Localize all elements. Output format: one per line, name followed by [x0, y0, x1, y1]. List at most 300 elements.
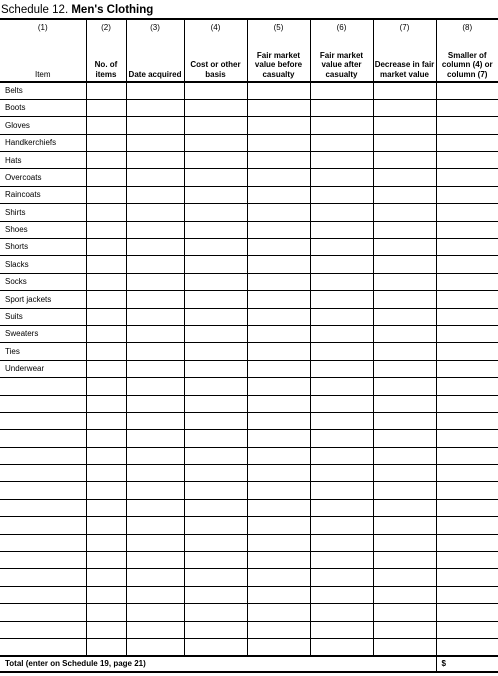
decrease-fmv-field[interactable] — [373, 169, 436, 186]
smaller-of-field[interactable] — [436, 586, 498, 603]
fmv-before-field[interactable] — [247, 482, 310, 499]
fmv-after-field[interactable] — [310, 134, 373, 151]
item-name-cell[interactable]: Ties — [0, 343, 86, 360]
fmv-after-field[interactable] — [310, 221, 373, 238]
decrease-fmv-field[interactable] — [373, 499, 436, 516]
decrease-fmv-field[interactable] — [373, 186, 436, 203]
date-acquired-field[interactable] — [126, 325, 184, 342]
fmv-after-field[interactable] — [310, 639, 373, 657]
smaller-of-field[interactable] — [436, 186, 498, 203]
decrease-fmv-field[interactable] — [373, 273, 436, 290]
item-name-cell[interactable] — [0, 569, 86, 586]
cost-basis-field[interactable] — [184, 82, 247, 99]
date-acquired-field[interactable] — [126, 412, 184, 429]
fmv-after-field[interactable] — [310, 586, 373, 603]
item-name-cell[interactable]: Slacks — [0, 256, 86, 273]
cost-basis-field[interactable] — [184, 639, 247, 657]
fmv-before-field[interactable] — [247, 621, 310, 638]
cost-basis-field[interactable] — [184, 186, 247, 203]
cost-basis-field[interactable] — [184, 343, 247, 360]
item-name-cell[interactable] — [0, 552, 86, 569]
item-name-cell[interactable]: Suits — [0, 308, 86, 325]
smaller-of-field[interactable] — [436, 447, 498, 464]
fmv-before-field[interactable] — [247, 534, 310, 551]
decrease-fmv-field[interactable] — [373, 99, 436, 116]
date-acquired-field[interactable] — [126, 343, 184, 360]
fmv-after-field[interactable] — [310, 186, 373, 203]
cost-basis-field[interactable] — [184, 517, 247, 534]
fmv-after-field[interactable] — [310, 256, 373, 273]
number-of-items-field[interactable] — [86, 552, 126, 569]
item-name-cell[interactable] — [0, 447, 86, 464]
smaller-of-field[interactable] — [436, 465, 498, 482]
cost-basis-field[interactable] — [184, 482, 247, 499]
number-of-items-field[interactable] — [86, 378, 126, 395]
date-acquired-field[interactable] — [126, 221, 184, 238]
number-of-items-field[interactable] — [86, 82, 126, 99]
fmv-before-field[interactable] — [247, 360, 310, 377]
cost-basis-field[interactable] — [184, 569, 247, 586]
column-label: Fair market value before casualty — [254, 50, 303, 79]
fmv-before-field[interactable] — [247, 291, 310, 308]
fmv-before-field[interactable] — [247, 204, 310, 221]
date-acquired-field[interactable] — [126, 586, 184, 603]
table-row — [0, 308, 498, 325]
number-of-items-field[interactable] — [86, 117, 126, 134]
decrease-fmv-field[interactable] — [373, 586, 436, 603]
fmv-after-field[interactable] — [310, 360, 373, 377]
schedule-name: Men's Clothing — [71, 4, 154, 16]
decrease-fmv-field[interactable] — [373, 291, 436, 308]
smaller-of-field[interactable] — [436, 308, 498, 325]
item-name-cell[interactable] — [0, 378, 86, 395]
item-name-cell[interactable]: Belts — [0, 82, 86, 99]
decrease-fmv-field[interactable] — [373, 117, 436, 134]
column-label: Decrease in fair market value — [374, 60, 435, 79]
fmv-after-field[interactable] — [310, 499, 373, 516]
fmv-before-field[interactable] — [247, 447, 310, 464]
fmv-after-field[interactable] — [310, 82, 373, 99]
total-label: Total (enter on Schedule 19, page 21) — [0, 656, 436, 672]
item-name-cell[interactable] — [0, 586, 86, 603]
fmv-before-field[interactable] — [247, 552, 310, 569]
total-row — [0, 656, 498, 672]
fmv-after-field[interactable] — [310, 308, 373, 325]
date-acquired-field[interactable] — [126, 604, 184, 621]
smaller-of-field[interactable] — [436, 360, 498, 377]
fmv-before-field[interactable] — [247, 639, 310, 657]
decrease-fmv-field[interactable] — [373, 308, 436, 325]
smaller-of-field[interactable] — [436, 412, 498, 429]
date-acquired-field[interactable] — [126, 82, 184, 99]
column-number: (5) — [273, 23, 284, 32]
cost-basis-field[interactable] — [184, 395, 247, 412]
fmv-after-field[interactable] — [310, 395, 373, 412]
decrease-fmv-field[interactable] — [373, 517, 436, 534]
table-row — [0, 517, 498, 534]
decrease-fmv-field[interactable] — [373, 395, 436, 412]
item-rows — [0, 82, 498, 656]
cost-basis-field[interactable] — [184, 134, 247, 151]
fmv-after-field[interactable] — [310, 117, 373, 134]
smaller-of-field[interactable] — [436, 499, 498, 516]
fmv-before-field[interactable] — [247, 569, 310, 586]
smaller-of-field[interactable] — [436, 117, 498, 134]
fmv-after-field[interactable] — [310, 447, 373, 464]
smaller-of-field[interactable] — [436, 639, 498, 657]
table-row — [0, 256, 498, 273]
number-of-items-field[interactable] — [86, 412, 126, 429]
number-of-items-field[interactable] — [86, 169, 126, 186]
fmv-before-field[interactable] — [247, 499, 310, 516]
smaller-of-field[interactable] — [436, 204, 498, 221]
number-of-items-field[interactable] — [86, 291, 126, 308]
smaller-of-field[interactable] — [436, 430, 498, 447]
fmv-before-field[interactable] — [247, 169, 310, 186]
fmv-before-field[interactable] — [247, 99, 310, 116]
cost-basis-field[interactable] — [184, 152, 247, 169]
smaller-of-field[interactable] — [436, 256, 498, 273]
date-acquired-field[interactable] — [126, 569, 184, 586]
number-of-items-field[interactable] — [86, 99, 126, 116]
fmv-before-field[interactable] — [247, 430, 310, 447]
smaller-of-field[interactable] — [436, 291, 498, 308]
column-label: Item — [34, 69, 51, 79]
number-of-items-field[interactable] — [86, 308, 126, 325]
number-of-items-field[interactable] — [86, 325, 126, 342]
item-name-cell[interactable] — [0, 534, 86, 551]
date-acquired-field[interactable] — [126, 360, 184, 377]
column-header-smaller-of — [436, 19, 498, 82]
decrease-fmv-field[interactable] — [373, 552, 436, 569]
decrease-fmv-field[interactable] — [373, 325, 436, 342]
decrease-fmv-field[interactable] — [373, 621, 436, 638]
decrease-fmv-field[interactable] — [373, 239, 436, 256]
number-of-items-field[interactable] — [86, 256, 126, 273]
item-name-cell[interactable]: Shoes — [0, 221, 86, 238]
item-name-cell[interactable]: Handkerchiefs — [0, 134, 86, 151]
date-acquired-field[interactable] — [126, 117, 184, 134]
table-row — [0, 343, 498, 360]
cost-basis-field[interactable] — [184, 586, 247, 603]
number-of-items-field[interactable] — [86, 152, 126, 169]
smaller-of-field[interactable] — [436, 395, 498, 412]
cost-basis-field[interactable] — [184, 552, 247, 569]
date-acquired-field[interactable] — [126, 499, 184, 516]
item-name-cell[interactable] — [0, 465, 86, 482]
item-name-cell[interactable] — [0, 482, 86, 499]
fmv-after-field[interactable] — [310, 517, 373, 534]
date-acquired-field[interactable] — [126, 169, 184, 186]
date-acquired-field[interactable] — [126, 134, 184, 151]
number-of-items-field[interactable] — [86, 430, 126, 447]
cost-basis-field[interactable] — [184, 221, 247, 238]
item-name-cell[interactable] — [0, 604, 86, 621]
fmv-after-field[interactable] — [310, 99, 373, 116]
cost-basis-field[interactable] — [184, 604, 247, 621]
fmv-after-field[interactable] — [310, 291, 373, 308]
date-acquired-field[interactable] — [126, 308, 184, 325]
cost-basis-field[interactable] — [184, 465, 247, 482]
column-label: Cost or other basis — [190, 60, 241, 79]
number-of-items-field[interactable] — [86, 621, 126, 638]
item-name-cell[interactable] — [0, 639, 86, 657]
decrease-fmv-field[interactable] — [373, 343, 436, 360]
item-name-cell[interactable] — [0, 395, 86, 412]
fmv-before-field[interactable] — [247, 308, 310, 325]
number-of-items-field[interactable] — [86, 186, 126, 203]
item-name-cell[interactable]: Boots — [0, 99, 86, 116]
item-name-cell[interactable]: Overcoats — [0, 169, 86, 186]
table-row — [0, 291, 498, 308]
number-of-items-field[interactable] — [86, 586, 126, 603]
date-acquired-field[interactable] — [126, 447, 184, 464]
table-row — [0, 204, 498, 221]
number-of-items-field[interactable] — [86, 569, 126, 586]
date-acquired-field[interactable] — [126, 430, 184, 447]
item-name-cell[interactable]: Sweaters — [0, 325, 86, 342]
smaller-of-field[interactable] — [436, 482, 498, 499]
decrease-fmv-field[interactable] — [373, 534, 436, 551]
decrease-fmv-field[interactable] — [373, 378, 436, 395]
total-amount-field[interactable] — [436, 656, 498, 672]
date-acquired-field[interactable] — [126, 256, 184, 273]
clothing-table — [0, 18, 498, 673]
fmv-before-field[interactable] — [247, 325, 310, 342]
fmv-after-field[interactable] — [310, 239, 373, 256]
fmv-after-field[interactable] — [310, 169, 373, 186]
table-row — [0, 169, 498, 186]
smaller-of-field[interactable] — [436, 99, 498, 116]
decrease-fmv-field[interactable] — [373, 221, 436, 238]
cost-basis-field[interactable] — [184, 325, 247, 342]
table-row — [0, 99, 498, 116]
item-name-cell[interactable] — [0, 621, 86, 638]
decrease-fmv-field[interactable] — [373, 412, 436, 429]
decrease-fmv-field[interactable] — [373, 604, 436, 621]
fmv-before-field[interactable] — [247, 604, 310, 621]
item-name-cell[interactable]: Hats — [0, 152, 86, 169]
number-of-items-field[interactable] — [86, 465, 126, 482]
fmv-after-field[interactable] — [310, 152, 373, 169]
smaller-of-field[interactable] — [436, 621, 498, 638]
smaller-of-field[interactable] — [436, 325, 498, 342]
date-acquired-field[interactable] — [126, 517, 184, 534]
fmv-after-field[interactable] — [310, 604, 373, 621]
cost-basis-field[interactable] — [184, 621, 247, 638]
column-header-decrease-fmv — [373, 19, 436, 82]
table-row — [0, 186, 498, 203]
decrease-fmv-field[interactable] — [373, 82, 436, 99]
fmv-before-field[interactable] — [247, 186, 310, 203]
number-of-items-field[interactable] — [86, 639, 126, 657]
cost-basis-field[interactable] — [184, 117, 247, 134]
smaller-of-field[interactable] — [436, 534, 498, 551]
column-header-date-acquired — [126, 19, 184, 82]
fmv-after-field[interactable] — [310, 465, 373, 482]
decrease-fmv-field[interactable] — [373, 430, 436, 447]
decrease-fmv-field[interactable] — [373, 465, 436, 482]
column-header-fmv-before — [247, 19, 310, 82]
number-of-items-field[interactable] — [86, 447, 126, 464]
cost-basis-field[interactable] — [184, 239, 247, 256]
smaller-of-field[interactable] — [436, 273, 498, 290]
fmv-before-field[interactable] — [247, 343, 310, 360]
date-acquired-field[interactable] — [126, 639, 184, 657]
fmv-after-field[interactable] — [310, 412, 373, 429]
smaller-of-field[interactable] — [436, 552, 498, 569]
fmv-before-field[interactable] — [247, 465, 310, 482]
item-name-cell[interactable]: Socks — [0, 273, 86, 290]
smaller-of-field[interactable] — [436, 169, 498, 186]
decrease-fmv-field[interactable] — [373, 569, 436, 586]
table-row — [0, 482, 498, 499]
item-name-cell[interactable]: Shorts — [0, 239, 86, 256]
fmv-before-field[interactable] — [247, 395, 310, 412]
item-name-cell[interactable]: Raincoats — [0, 186, 86, 203]
column-header-item — [0, 19, 86, 82]
item-name-cell[interactable] — [0, 499, 86, 516]
date-acquired-field[interactable] — [126, 152, 184, 169]
number-of-items-field[interactable] — [86, 395, 126, 412]
fmv-before-field[interactable] — [247, 134, 310, 151]
cost-basis-field[interactable] — [184, 99, 247, 116]
date-acquired-field[interactable] — [126, 273, 184, 290]
fmv-before-field[interactable] — [247, 239, 310, 256]
cost-basis-field[interactable] — [184, 360, 247, 377]
number-of-items-field[interactable] — [86, 517, 126, 534]
cost-basis-field[interactable] — [184, 256, 247, 273]
decrease-fmv-field[interactable] — [373, 447, 436, 464]
smaller-of-field[interactable] — [436, 152, 498, 169]
cost-basis-field[interactable] — [184, 430, 247, 447]
fmv-before-field[interactable] — [247, 82, 310, 99]
decrease-fmv-field[interactable] — [373, 152, 436, 169]
number-of-items-field[interactable] — [86, 499, 126, 516]
smaller-of-field[interactable] — [436, 378, 498, 395]
fmv-after-field[interactable] — [310, 204, 373, 221]
smaller-of-field[interactable] — [436, 239, 498, 256]
fmv-after-field[interactable] — [310, 569, 373, 586]
date-acquired-field[interactable] — [126, 534, 184, 551]
schedule-title — [1, 2, 153, 18]
smaller-of-field[interactable] — [436, 569, 498, 586]
date-acquired-field[interactable] — [126, 99, 184, 116]
currency-symbol: $ — [441, 659, 446, 669]
table-row — [0, 412, 498, 429]
fmv-after-field[interactable] — [310, 325, 373, 342]
fmv-before-field[interactable] — [247, 152, 310, 169]
column-number: (8) — [462, 23, 473, 32]
cost-basis-field[interactable] — [184, 447, 247, 464]
column-number: (2) — [101, 23, 111, 32]
number-of-items-field[interactable] — [86, 343, 126, 360]
smaller-of-field[interactable] — [436, 343, 498, 360]
fmv-before-field[interactable] — [247, 586, 310, 603]
number-of-items-field[interactable] — [86, 482, 126, 499]
item-name-cell[interactable] — [0, 412, 86, 429]
fmv-after-field[interactable] — [310, 378, 373, 395]
cost-basis-field[interactable] — [184, 204, 247, 221]
fmv-after-field[interactable] — [310, 552, 373, 569]
smaller-of-field[interactable] — [436, 517, 498, 534]
item-name-cell[interactable]: Shirts — [0, 204, 86, 221]
item-name-cell[interactable]: Sport jackets — [0, 291, 86, 308]
fmv-before-field[interactable] — [247, 221, 310, 238]
decrease-fmv-field[interactable] — [373, 360, 436, 377]
number-of-items-field[interactable] — [86, 239, 126, 256]
date-acquired-field[interactable] — [126, 239, 184, 256]
number-of-items-field[interactable] — [86, 204, 126, 221]
smaller-of-field[interactable] — [436, 221, 498, 238]
cost-basis-field[interactable] — [184, 412, 247, 429]
decrease-fmv-field[interactable] — [373, 639, 436, 657]
smaller-of-field[interactable] — [436, 82, 498, 99]
decrease-fmv-field[interactable] — [373, 482, 436, 499]
date-acquired-field[interactable] — [126, 465, 184, 482]
cost-basis-field[interactable] — [184, 291, 247, 308]
cost-basis-field[interactable] — [184, 378, 247, 395]
fmv-after-field[interactable] — [310, 430, 373, 447]
item-name-cell[interactable] — [0, 430, 86, 447]
fmv-before-field[interactable] — [247, 256, 310, 273]
cost-basis-field[interactable] — [184, 308, 247, 325]
cost-basis-field[interactable] — [184, 273, 247, 290]
fmv-after-field[interactable] — [310, 343, 373, 360]
table-row — [0, 534, 498, 551]
date-acquired-field[interactable] — [126, 621, 184, 638]
number-of-items-field[interactable] — [86, 221, 126, 238]
table-row — [0, 447, 498, 464]
number-of-items-field[interactable] — [86, 360, 126, 377]
cost-basis-field[interactable] — [184, 169, 247, 186]
date-acquired-field[interactable] — [126, 552, 184, 569]
number-of-items-field[interactable] — [86, 534, 126, 551]
date-acquired-field[interactable] — [126, 482, 184, 499]
fmv-before-field[interactable] — [247, 273, 310, 290]
date-acquired-field[interactable] — [126, 291, 184, 308]
cost-basis-field[interactable] — [184, 534, 247, 551]
item-name-cell[interactable] — [0, 517, 86, 534]
fmv-after-field[interactable] — [310, 482, 373, 499]
number-of-items-field[interactable] — [86, 273, 126, 290]
decrease-fmv-field[interactable] — [373, 204, 436, 221]
fmv-before-field[interactable] — [247, 378, 310, 395]
column-header-fmv-after — [310, 19, 373, 82]
fmv-after-field[interactable] — [310, 273, 373, 290]
fmv-before-field[interactable] — [247, 517, 310, 534]
number-of-items-field[interactable] — [86, 604, 126, 621]
number-of-items-field[interactable] — [86, 134, 126, 151]
smaller-of-field[interactable] — [436, 134, 498, 151]
fmv-before-field[interactable] — [247, 412, 310, 429]
smaller-of-field[interactable] — [436, 604, 498, 621]
column-header-cost-basis — [184, 19, 247, 82]
date-acquired-field[interactable] — [126, 204, 184, 221]
fmv-before-field[interactable] — [247, 117, 310, 134]
decrease-fmv-field[interactable] — [373, 134, 436, 151]
decrease-fmv-field[interactable] — [373, 256, 436, 273]
item-name-cell[interactable]: Gloves — [0, 117, 86, 134]
date-acquired-field[interactable] — [126, 378, 184, 395]
fmv-after-field[interactable] — [310, 534, 373, 551]
date-acquired-field[interactable] — [126, 186, 184, 203]
item-name-cell[interactable]: Underwear — [0, 360, 86, 377]
table-row — [0, 134, 498, 151]
date-acquired-field[interactable] — [126, 395, 184, 412]
cost-basis-field[interactable] — [184, 499, 247, 516]
fmv-after-field[interactable] — [310, 621, 373, 638]
